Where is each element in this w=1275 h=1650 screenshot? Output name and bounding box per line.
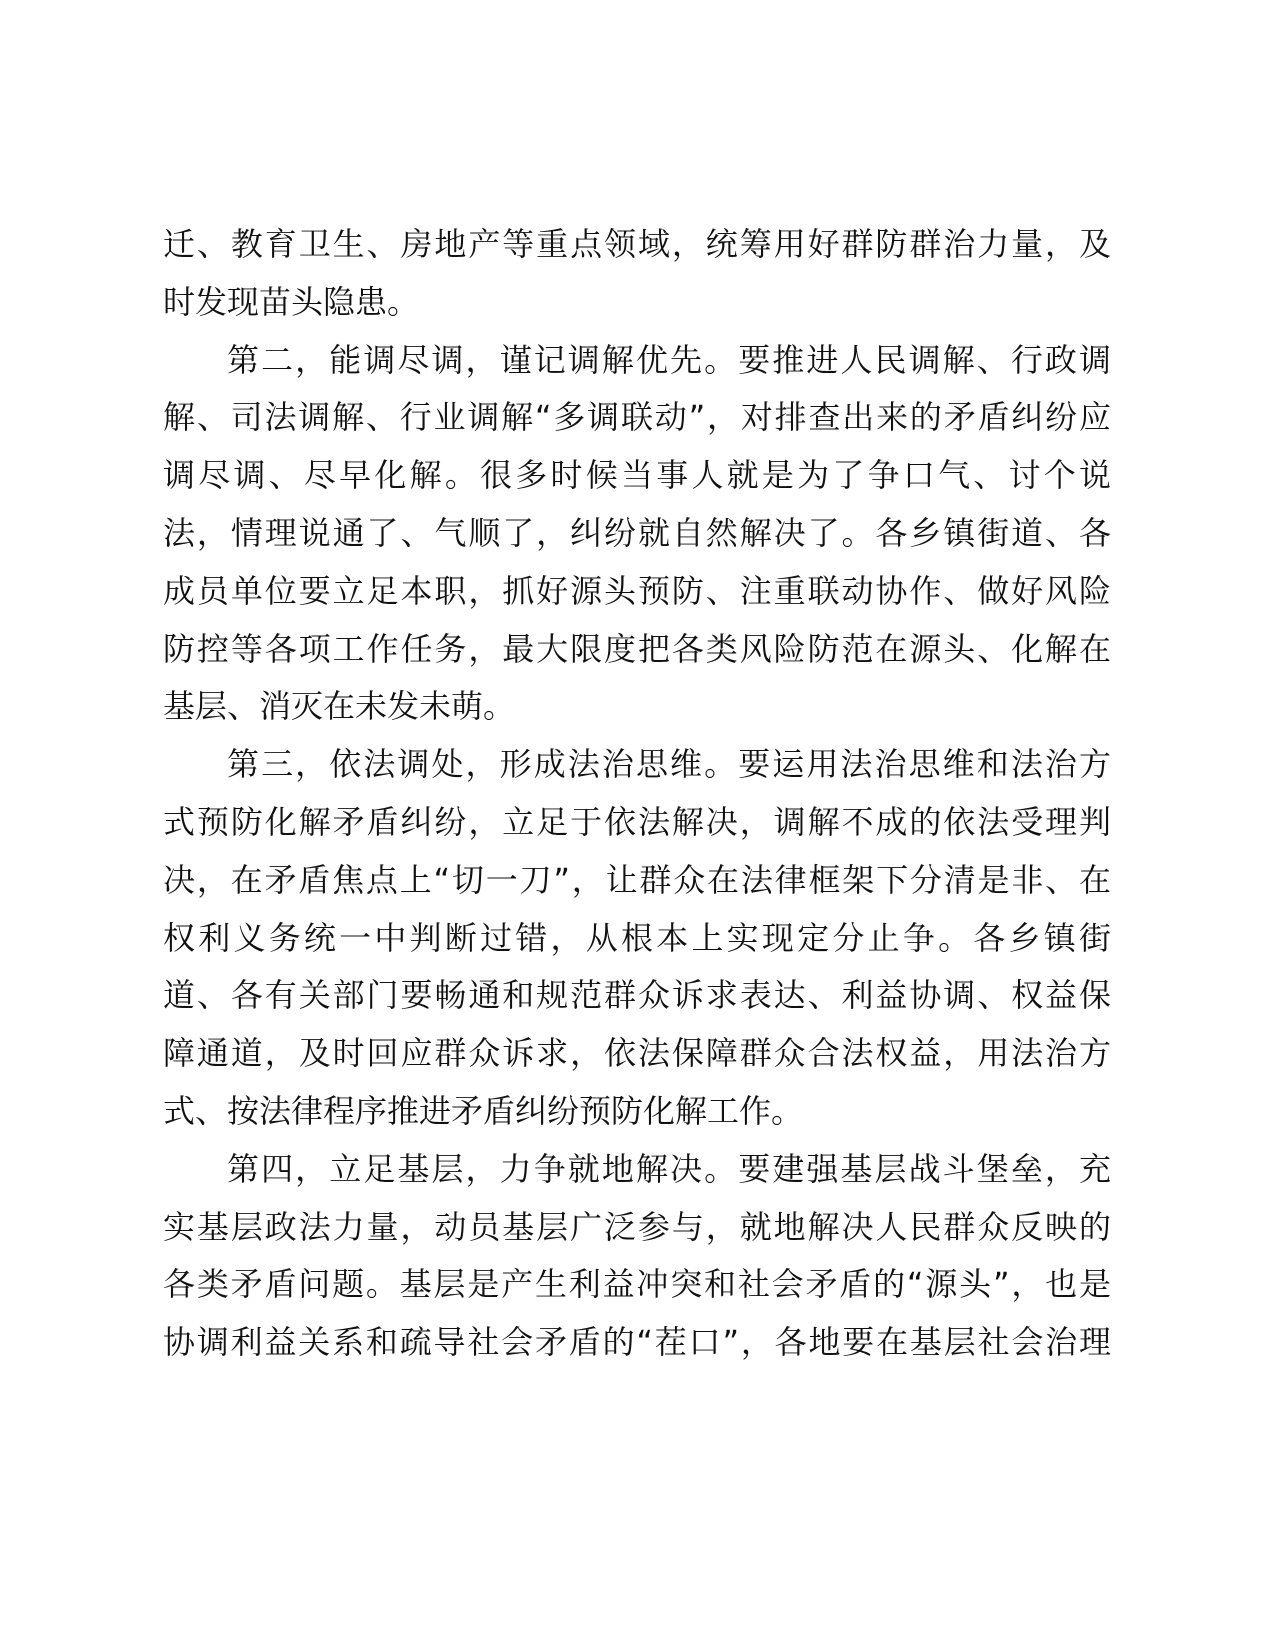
text-line: 式预防化解矛盾纠纷，立足于依法解决，调解不成的依法受理判 <box>163 802 1111 841</box>
text-line: 法，情理说通了、气顺了，纠纷就自然解决了。各乡镇街道、各 <box>163 513 1111 552</box>
text-line: 解、司法调解、行业调解“多调联动”，对排查出来的矛盾纠纷应 <box>163 398 1111 437</box>
text-line: 权利义务统一中判断过错，从根本上实现定分止争。各乡镇街 <box>163 918 1111 957</box>
document-body <box>163 216 1111 1372</box>
text-line: 决，在矛盾焦点上“切一刀”，让群众在法律框架下分清是非、在 <box>163 860 1111 899</box>
paragraph-continuation <box>163 216 1111 332</box>
paragraph-point-three <box>163 736 1111 1141</box>
text-line: 第二，能调尽调，谨记调解优先。要推进人民调解、行政调 <box>227 340 1111 379</box>
text-line: 调尽调、尽早化解。很多时候当事人就是为了争口气、讨个说 <box>163 456 1111 495</box>
text-line: 成员单位要立足本职，抓好源头预防、注重联动协作、做好风险 <box>163 571 1111 610</box>
text-line: 第三，依法调处，形成法治思维。要运用法治思维和法治方 <box>227 745 1111 784</box>
text-line: 障通道，及时回应群众诉求，依法保障群众合法权益，用法治方 <box>163 1034 1111 1073</box>
text-line: 时发现苗头隐患。 <box>163 282 420 321</box>
text-line: 各类矛盾问题。基层是产生利益冲突和社会矛盾的“源头”，也是 <box>163 1265 1111 1304</box>
paragraph-point-two <box>163 332 1111 737</box>
text-line: 基层、消灭在未发未萌。 <box>163 687 516 726</box>
text-line: 防控等各项工作任务，最大限度把各类风险防范在源头、化解在 <box>163 629 1111 668</box>
paragraph-point-four <box>163 1141 1111 1372</box>
text-line: 第四，立足基层，力争就地解决。要建强基层战斗堡垒，充 <box>227 1149 1111 1188</box>
text-line: 式、按法律程序推进矛盾纠纷预防化解工作。 <box>163 1091 804 1130</box>
text-line: 协调利益关系和疏导社会矛盾的“茬口”，各地要在基层社会治理 <box>163 1323 1111 1362</box>
text-line: 道、各有关部门要畅通和规范群众诉求表达、利益协调、权益保 <box>163 976 1111 1015</box>
text-line: 实基层政法力量，动员基层广泛参与，就地解决人民群众反映的 <box>163 1207 1111 1246</box>
text-line: 迁、教育卫生、房地产等重点领域，统筹用好群防群治力量，及 <box>163 225 1111 263</box>
